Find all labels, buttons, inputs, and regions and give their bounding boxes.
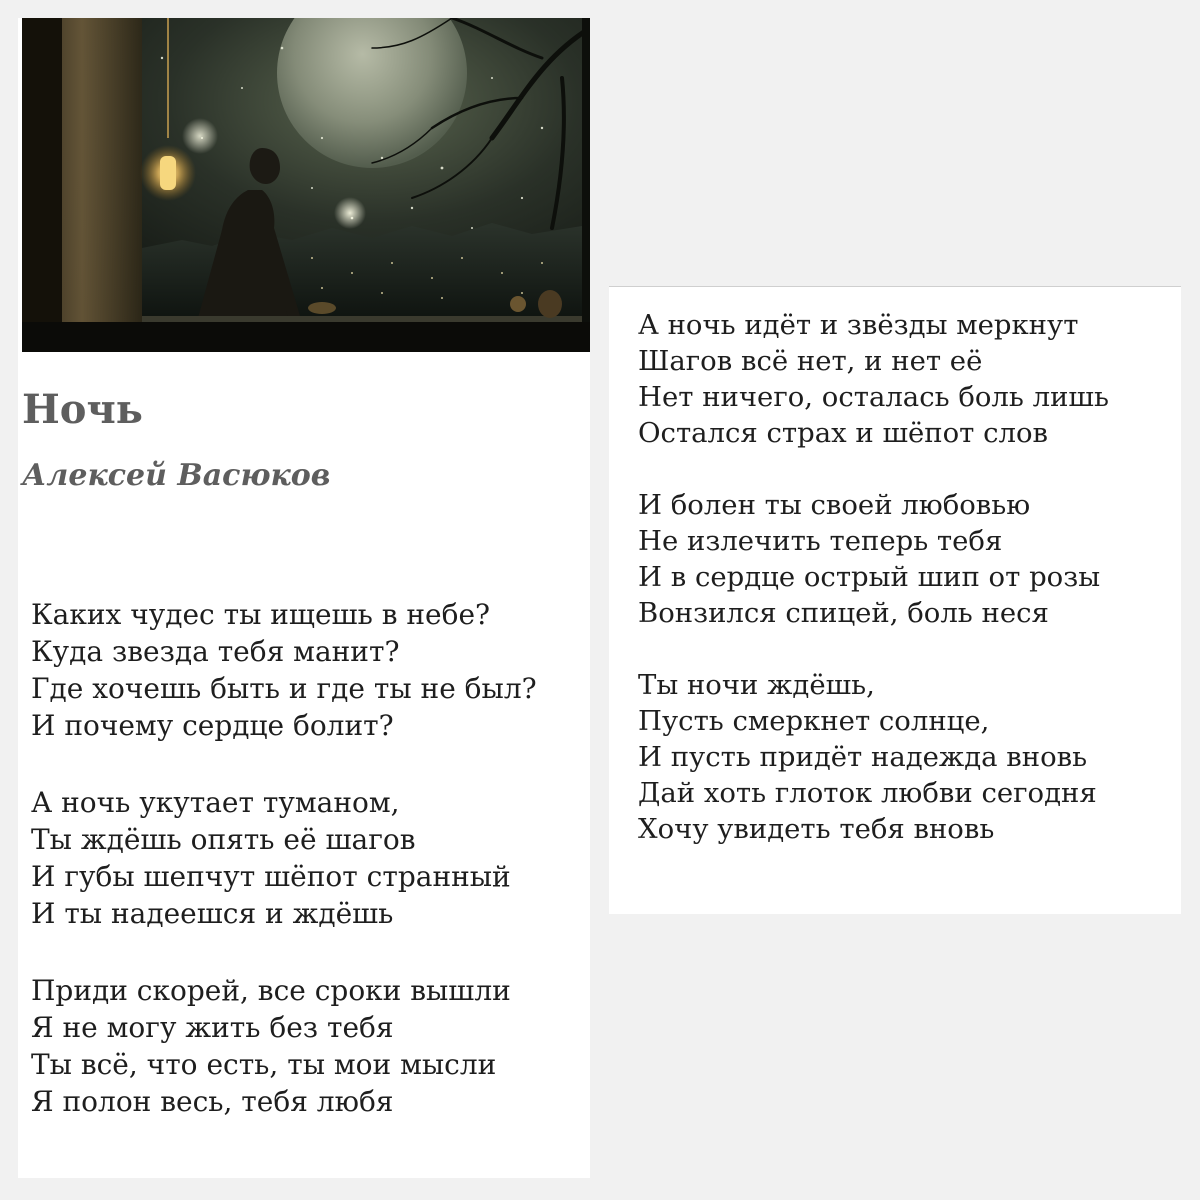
poem-line: Не излечить теперь тебя (638, 525, 1003, 557)
poem-line: Я не могу жить без тебя (31, 1011, 394, 1044)
poem-card-right (609, 286, 1181, 914)
poem-line: И ты надеешся и ждёшь (31, 897, 394, 930)
stanza (638, 487, 1168, 631)
poem-line: И болен ты своей любовью (638, 489, 1031, 521)
poem-author: Алексей Васюков (22, 458, 331, 493)
night-illustration (22, 18, 590, 352)
poem-line: И в сердце острый шип от розы (638, 561, 1101, 593)
poem-line: Шагов всё нет, и нет её (638, 345, 983, 377)
poem-line: Где хочешь быть и где ты не был? (31, 672, 537, 705)
poem-line: Остался страх и шёпот слов (638, 417, 1049, 449)
poem-line: И почему сердце болит? (31, 709, 394, 742)
stanza (31, 596, 561, 744)
poem-line: Ты ждёшь опять её шагов (31, 823, 416, 856)
poem-line: Пусть смеркнет солнце, (638, 705, 990, 737)
stanza (31, 784, 561, 932)
poem-line: Хочу увидеть тебя вновь (638, 813, 995, 845)
lantern-shape (160, 156, 176, 190)
poem-line: Нет ничего, осталась боль лишь (638, 381, 1109, 413)
poem-line: Приди скорей, все сроки вышли (31, 974, 511, 1007)
poem-line: А ночь укутает туманом, (31, 786, 400, 819)
poem-line: Вонзился спицей, боль неся (638, 597, 1049, 629)
poem-line: Ты всё, что есть, ты мои мысли (31, 1048, 497, 1081)
poem-body-right (638, 307, 1168, 883)
poem-body-left (31, 596, 561, 1160)
poem-line: Каких чудес ты ищешь в небе? (31, 598, 491, 631)
poem-line: А ночь идёт и звёзды меркнут (638, 309, 1079, 341)
poem-card-left (18, 18, 590, 1178)
stanza (638, 307, 1168, 451)
poem-line: Куда звезда тебя манит? (31, 635, 400, 668)
poem-line: И пусть придёт надежда вновь (638, 741, 1088, 773)
poem-line: Я полон весь, тебя любя (31, 1085, 394, 1118)
poem-line: Дай хоть глоток любви сегодня (638, 777, 1097, 809)
poem-line: Ты ночи ждёшь, (638, 669, 875, 701)
poem-line: И губы шепчут шёпот странный (31, 860, 511, 893)
poem-title: Ночь (22, 386, 143, 433)
stanza (638, 667, 1168, 847)
stanza (31, 972, 561, 1120)
